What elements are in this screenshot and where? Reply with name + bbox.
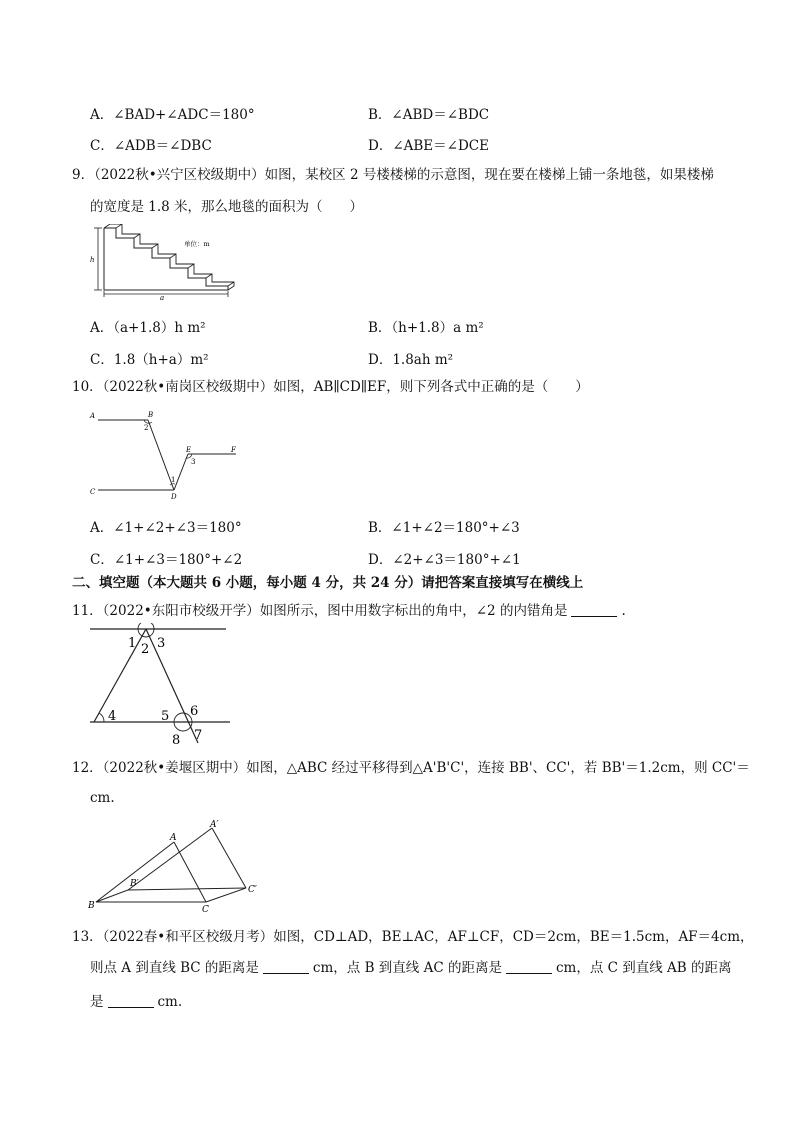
section2-heading: 二、填空题（本大题共 6 小题，每小题 4 分，共 24 分）请把答案直接填写在横线上 xyxy=(72,575,584,591)
q9-label-h: h xyxy=(90,256,95,264)
q10-angle-2: 2 xyxy=(144,424,149,432)
q8-option-d: D．∠ABE＝∠DCE xyxy=(368,138,489,154)
q12-label-b-prime: B′ xyxy=(130,879,139,889)
q9-unit-label: 单位：m xyxy=(184,240,210,248)
q10-angle-3: 3 xyxy=(191,458,196,466)
q11-angle-2: 2 xyxy=(141,642,150,657)
q13-line3-part2: cm. xyxy=(157,994,183,1010)
q12-label-c-prime: C′ xyxy=(248,885,257,895)
q12-stem-line2: cm. xyxy=(90,790,115,806)
q12-translation-figure xyxy=(86,818,266,918)
q13-answer-blank-3[interactable] xyxy=(108,993,154,1008)
q11-transversal-figure xyxy=(86,623,236,747)
q11-angle-4: 4 xyxy=(108,709,117,724)
q13-stem-line1: 13．（2022春•和平区校级月考）如图，CD⊥AD，BE⊥AC，AF⊥CF，CD＝2cm，BE＝1.5cm，AF＝4cm， xyxy=(72,929,754,945)
q11-stem-text: 11．（2022•东阳市校级开学）如图所示，图中用数字标出的角中，∠2 的内错角是 xyxy=(72,603,568,619)
q9-option-a: A．（a+1.8）h m² xyxy=(90,320,206,336)
q10-stem: 10．（2022秋•南岗区校级期中）如图，AB∥CD∥EF，则下列各式中正确的是（ ） xyxy=(72,379,589,395)
q10-label-f: F xyxy=(231,446,236,454)
q10-option-d: D．∠2+∠3＝180°+∠1 xyxy=(368,552,521,568)
q12-label-a-prime: A′ xyxy=(210,820,219,830)
q11-stem-end: . xyxy=(621,603,626,619)
q10-option-c: C．∠1+∠3＝180°+∠2 xyxy=(90,552,243,568)
q9-stair-figure xyxy=(88,224,243,300)
q11-answer-blank[interactable] xyxy=(571,602,617,617)
q10-angle-1: 1 xyxy=(171,476,176,484)
q9-label-a: a xyxy=(160,294,165,300)
q13-answer-blank-2[interactable] xyxy=(506,959,552,974)
q11-angle-7: 7 xyxy=(194,728,203,743)
q12-stem-line1: 12．（2022秋•姜堰区期中）如图，△ABC 经过平移得到△A'B'C'，连接 BB'、CC'，若 BB'＝1.2cm，则 CC'＝ xyxy=(72,760,750,776)
q9-option-c: C．1.8（h+a）m² xyxy=(90,352,209,368)
q9-stem-line1: 9．（2022秋•兴宁区校级期中）如图，某校区 2 号楼楼梯的示意图，现在要在楼梯上铺一条地毯，如果楼梯 xyxy=(72,167,714,183)
q10-label-a: A xyxy=(90,412,96,420)
q11-angle-8: 8 xyxy=(172,733,181,747)
q13-line2-part3: cm，点 C 到直线 AB 的距离 xyxy=(555,960,732,976)
q10-label-e: E xyxy=(186,446,192,454)
q11-stem xyxy=(72,601,626,621)
q13-line2-part2: cm，点 B 到直线 AC 的距离是 xyxy=(312,960,502,976)
q13-stem-line2 xyxy=(90,958,731,978)
q10-option-b: B．∠1+∠2＝180°+∠3 xyxy=(368,520,520,536)
q13-answer-blank-1[interactable] xyxy=(263,959,309,974)
q8-option-a: A．∠BAD+∠ADC＝180° xyxy=(90,107,255,123)
q11-angle-3: 3 xyxy=(157,636,166,651)
q8-option-b: B．∠ABD＝∠BDC xyxy=(368,107,490,123)
q12-label-b: B xyxy=(88,901,95,911)
q13-line3-part1: 是 xyxy=(90,994,104,1010)
q9-option-b: B．（h+1.8）a m² xyxy=(368,320,484,336)
q10-label-c: C xyxy=(90,488,96,496)
q11-angle-6: 6 xyxy=(190,704,199,719)
q13-line2-part1: 则点 A 到直线 BC 的距离是 xyxy=(90,960,259,976)
q10-label-d: D xyxy=(171,493,177,500)
q9-option-d: D．1.8ah m² xyxy=(368,352,454,368)
q11-angle-5: 5 xyxy=(161,709,170,724)
q11-angle-1: 1 xyxy=(128,636,137,651)
q10-option-a: A．∠1+∠2+∠3＝180° xyxy=(90,520,242,536)
q10-label-b: B xyxy=(148,411,154,419)
q10-parallel-lines-figure xyxy=(86,408,246,500)
q13-stem-line3 xyxy=(90,992,182,1012)
q12-label-a: A xyxy=(170,833,177,843)
q8-option-c: C．∠ADB＝∠DBC xyxy=(90,138,212,154)
q12-label-c: C xyxy=(202,905,209,915)
q9-stem-line2: 的宽度是 1.8 米，那么地毯的面积为（ ） xyxy=(90,199,364,215)
